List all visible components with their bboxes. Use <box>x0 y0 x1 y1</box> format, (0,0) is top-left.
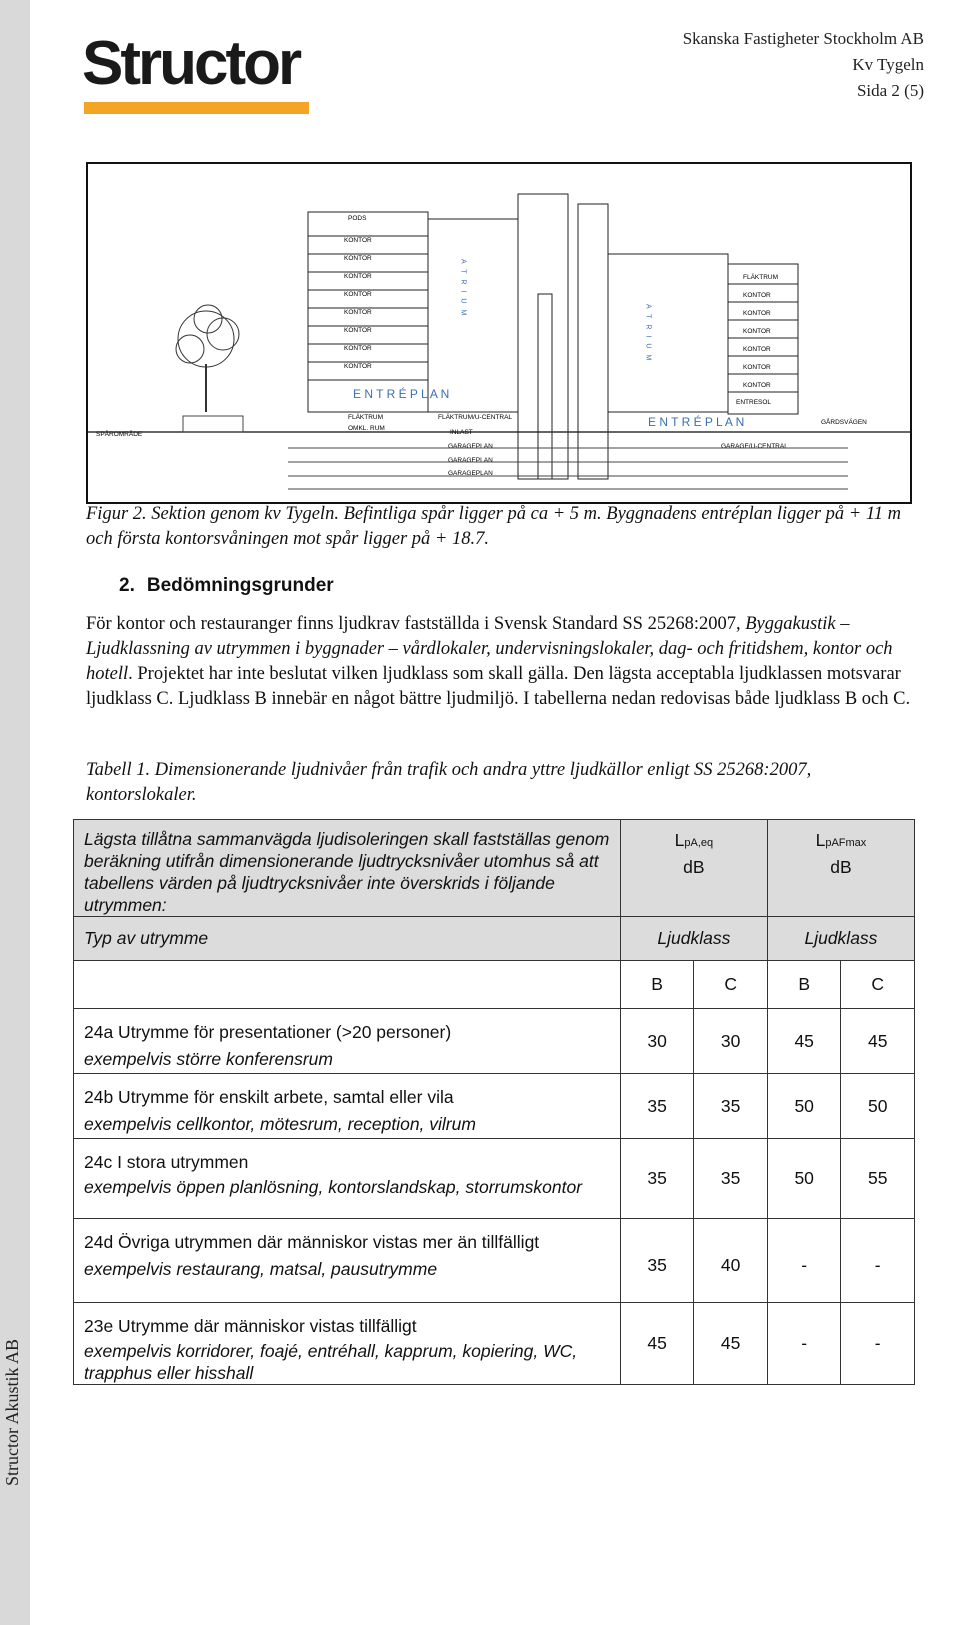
paragraph-part1: För kontor och restauranger finns ljudkrav fastställda i Svensk Standard SS 25268:2007, <box>86 614 746 634</box>
label-atrium-left: ATRIUM <box>459 259 467 322</box>
row-description: 24c I stora utrymmen exempelvis öppen planlösning, kontorslandskap, storrumskontor <box>74 1139 621 1219</box>
label-omkl-rum: OMKL. RUM <box>348 425 385 432</box>
header-lpaeq: LpA,eq dB <box>620 820 767 917</box>
value-cell: 30 <box>620 1009 694 1074</box>
class-c-1: C <box>694 961 768 1009</box>
label-kontor: KONTOR <box>344 291 372 298</box>
sound-level-table <box>73 819 915 1385</box>
logo-wordmark: Structor <box>82 29 300 98</box>
value-cell: 45 <box>694 1303 768 1385</box>
value-cell: 35 <box>694 1074 768 1139</box>
value-cell: 45 <box>767 1009 841 1074</box>
label-kontor: KONTOR <box>344 345 372 352</box>
label-kontor: KONTOR <box>743 364 771 371</box>
building-section-figure <box>86 162 912 504</box>
label-kontor: KONTOR <box>743 328 771 335</box>
table-row <box>74 1009 915 1074</box>
figure-caption: Figur 2. Sektion genom kv Tygeln. Befintliga spår ligger på ca + 5 m. Byggnadens entréplan ligger på + 11 m och första kontorsvåningen mot spår ligger på + 18.7. <box>86 504 902 549</box>
structor-logo <box>82 28 308 114</box>
table-row <box>74 1219 915 1303</box>
label-kontor: KONTOR <box>743 310 771 317</box>
value-cell: 35 <box>620 1074 694 1139</box>
table-row <box>74 1074 915 1139</box>
table-caption: Tabell 1. Dimensionerande ljudnivåer från trafik och andra yttre ljudkällor enligt SS 25268:2007, kontorslokaler. <box>86 760 812 805</box>
label-kontor: KONTOR <box>344 363 372 370</box>
label-entreplan-left: E N T R É P L A N <box>353 387 450 401</box>
value-cell: 45 <box>620 1303 694 1385</box>
label-flaktrum-right: FLÄKTRUM <box>743 274 779 281</box>
label-flaktrum-central: FLÄKTRUM/U-CENTRAL <box>438 414 513 421</box>
label-garageplan: GARAGEPLAN <box>448 470 493 477</box>
paragraph-part3: . Projektet har inte beslutat vilken ljudklass som skall gälla. Den lägsta acceptabla ljudklassen motsvarar ljudklass C. Ljudklass B innebär en något bättre ljudmiljö. I tabellerna nedan redovisas både ljudklass B och C. <box>86 664 911 709</box>
value-cell: 30 <box>694 1009 768 1074</box>
header-company: Skanska Fastigheter Stockholm AB <box>682 29 924 48</box>
side-margin-bar <box>0 0 30 1625</box>
label-garageplan: GARAGEPLAN <box>448 443 493 450</box>
label-entreplan-right: E N T R É P L A N <box>648 415 745 429</box>
value-cell: - <box>767 1303 841 1385</box>
value-cell: 55 <box>841 1139 915 1219</box>
class-b-2: B <box>767 961 841 1009</box>
section-number: 2. <box>119 575 135 596</box>
label-gardsvagen: GÅRDSVÄGEN <box>821 419 867 426</box>
class-c-2: C <box>841 961 915 1009</box>
value-cell: 40 <box>694 1219 768 1303</box>
tree-icon <box>176 305 239 412</box>
paragraph-standard-title: Byggakustik – Ljudklassning av utrymmen i byggnader – vårdlokaler, undervisningslokaler, dag- och fritidshem, kontor och hotell <box>86 614 893 684</box>
class-row-blank <box>74 961 621 1009</box>
label-kontor: KONTOR <box>743 346 771 353</box>
header-lpafmax: LpAFmax dB <box>767 820 914 917</box>
table-intro-text: Lägsta tillåtna sammanvägda ljudisoleringen skall fastställas genom beräkning utifrån dimensionerande ljudtrycksnivåer utomhus så att tabellens värden på ljudtrycksnivåer inte överskrids i följande utrymmen: <box>74 820 621 917</box>
label-kontor: KONTOR <box>344 255 372 262</box>
label-atrium-right: ATRIUM <box>644 304 652 367</box>
value-cell: 35 <box>620 1219 694 1303</box>
value-cell: 35 <box>694 1139 768 1219</box>
label-kontor: KONTOR <box>344 327 372 334</box>
section-heading <box>119 575 334 597</box>
label-kontor: KONTOR <box>344 273 372 280</box>
value-cell: 35 <box>620 1139 694 1219</box>
label-pods: PODS <box>348 215 367 222</box>
label-entresol: ENTRESOL <box>736 399 772 406</box>
table-row <box>74 1303 915 1385</box>
row-description: 24d Övriga utrymmen där människor vistas mer än tillfälligt exempelvis restaurang, matsal, pausutrymme <box>74 1219 621 1303</box>
value-cell: - <box>841 1219 915 1303</box>
label-sparomrade: SPÅROMRÅDE <box>96 431 143 438</box>
header-page-number: Sida 2 (5) <box>856 81 924 100</box>
value-cell: 50 <box>841 1074 915 1139</box>
header-type-of-room: Typ av utrymme <box>74 917 621 961</box>
label-kontor: KONTOR <box>743 292 771 299</box>
section-title: Bedömningsgrunder <box>146 575 334 596</box>
label-inlast: INLAST <box>450 429 473 436</box>
logo-underline <box>84 102 309 114</box>
value-cell: - <box>841 1303 915 1385</box>
class-b-1: B <box>620 961 694 1009</box>
label-flaktrum: FLÄKTRUM <box>348 414 384 421</box>
row-description: 24b Utrymme för enskilt arbete, samtal eller vila exempelvis cellkontor, mötesrum, reception, vilrum <box>74 1074 621 1139</box>
body-paragraph <box>86 612 926 712</box>
table-row <box>74 1139 915 1219</box>
value-cell: 45 <box>841 1009 915 1074</box>
header-project: Kv Tygeln <box>852 55 924 74</box>
label-garage-central: GARAGE/U-CENTRAL <box>721 443 788 450</box>
page-header <box>683 26 924 104</box>
value-cell: - <box>767 1219 841 1303</box>
header-sound-class-1: Ljudklass <box>620 917 767 961</box>
value-cell: 50 <box>767 1139 841 1219</box>
sidebar-company-text: Structor Akustik AB <box>2 1338 22 1486</box>
label-kontor: KONTOR <box>743 382 771 389</box>
header-sound-class-2: Ljudklass <box>767 917 914 961</box>
label-kontor: KONTOR <box>344 237 372 244</box>
value-cell: 50 <box>767 1074 841 1139</box>
label-garageplan: GARAGEPLAN <box>448 457 493 464</box>
row-description: 24a Utrymme för presentationer (>20 personer) exempelvis större konferensrum <box>74 1009 621 1074</box>
row-description: 23e Utrymme där människor vistas tillfälligt exempelvis korridorer, foajé, entréhall, kapprum, kopiering, WC, trapphus eller hisshall <box>74 1303 621 1385</box>
label-kontor: KONTOR <box>344 309 372 316</box>
